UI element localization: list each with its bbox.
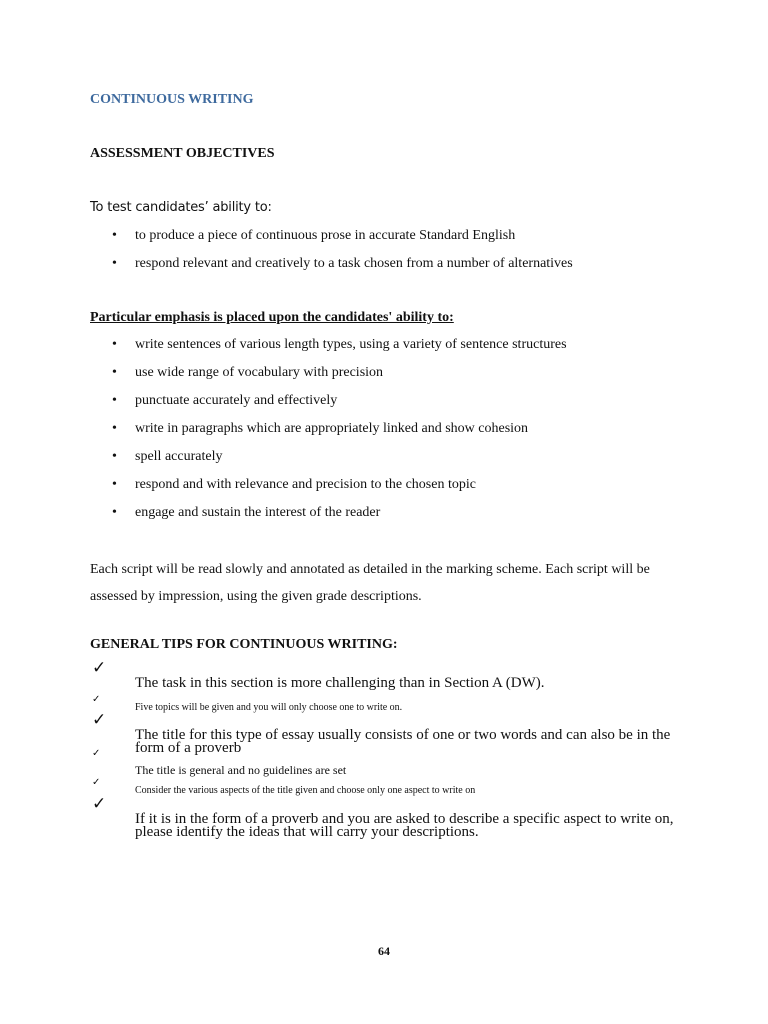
objectives-list — [112, 227, 573, 283]
check-mark-icon: ✓ — [92, 794, 107, 814]
list-item: • punctuate accurately and effectively — [112, 392, 567, 420]
page-number: 64 — [378, 944, 390, 958]
tip-text: Consider the various aspects of the title given and choose only one aspect to write on — [135, 785, 476, 796]
emphasis-list — [112, 336, 567, 532]
check-mark-icon: ✓ — [92, 710, 107, 730]
check-mark-icon: ✓ — [92, 777, 101, 788]
tip-text: Five topics will be given and you will only choose one to write on. — [135, 702, 403, 713]
list-item: • write sentences of various length types, using a variety of sentence structures — [112, 336, 567, 364]
tip-text: The task in this section is more challenging than in Section A (DW). — [135, 675, 545, 691]
tip-text: If it is in the form of a proverb and you are asked to describe a specific aspect to write on, please identify the ideas that will carry your descriptions. — [135, 811, 674, 840]
list-item: • engage and sustain the interest of the reader — [112, 504, 567, 532]
list-item: • spell accurately — [112, 448, 567, 476]
list-item: • write in paragraphs which are appropriately linked and show cohesion — [112, 420, 567, 448]
list-item: • respond relevant and creatively to a task chosen from a number of alternatives — [112, 255, 573, 283]
objectives-heading: ASSESSMENT OBJECTIVES — [90, 146, 275, 161]
list-item: • use wide range of vocabulary with precision — [112, 364, 567, 392]
tip-text: The title is general and no guidelines are set — [135, 763, 347, 777]
check-mark-icon: ✓ — [92, 658, 107, 678]
list-item: • respond and with relevance and precision to the chosen topic — [112, 476, 567, 504]
emphasis-heading: Particular emphasis is placed upon the candidates' ability to: — [90, 310, 454, 325]
check-mark-icon: ✓ — [92, 694, 101, 705]
intro-text: To test candidates’ ability to: — [90, 200, 272, 215]
tip-text: The title for this type of essay usually consists of one or two words and can also be in the form of a proverb — [135, 727, 671, 756]
check-mark-icon: ✓ — [92, 748, 101, 759]
tips-heading: GENERAL TIPS FOR CONTINUOUS WRITING: — [90, 637, 398, 652]
assessment-paragraph: Each script will be read slowly and annotated as detailed in the marking scheme. Each script will be assessed by impression, using the given grade descriptions. — [90, 562, 650, 604]
list-item: • to produce a piece of continuous prose in accurate Standard English — [112, 227, 573, 255]
section-title: CONTINUOUS WRITING — [90, 92, 254, 107]
